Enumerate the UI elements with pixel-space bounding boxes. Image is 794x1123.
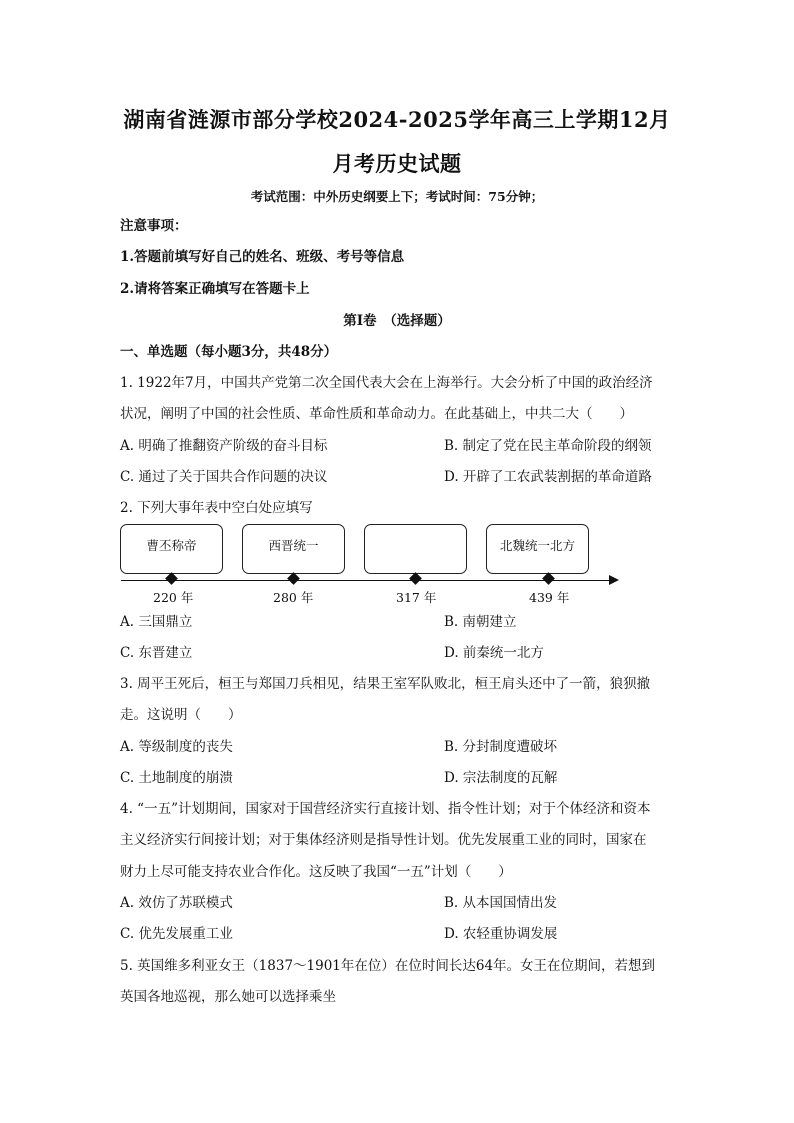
q5-stem-line1: 5. 英国维多利亚女王（1837～1901年在位）在位时间长达64年。女王在位期间，若想到 [120, 958, 656, 974]
q3-stem-line2: 走。这说明（ ） [120, 707, 242, 723]
q3-option-d: D. 宗法制度的瓦解 [444, 770, 558, 786]
timeline-marker-4 [542, 572, 555, 585]
timeline-box-1 [120, 524, 223, 574]
q1-option-a: A. 明确了推翻资产阶级的奋斗目标 [120, 438, 328, 454]
q2-option-d: D. 前秦统一北方 [444, 645, 544, 661]
q3-option-b: B. 分封制度遭破坏 [444, 739, 558, 755]
q4-option-a: A. 效仿了苏联模式 [120, 895, 233, 911]
exam-meta: 考试范围：中外历史纲要上下；考试时间：75分钟； [250, 189, 544, 204]
q4-stem-line2: 主义经济实行间接计划；对于集体经济则是指导性计划。优先发展重工业的同时，国家在 [120, 832, 647, 848]
q3-option-c: C. 土地制度的崩溃 [120, 770, 233, 786]
exam-title-line1: 湖南省涟源市部分学校2024-2025学年高三上学期12月 [123, 107, 671, 132]
q2-option-a: A. 三国鼎立 [120, 614, 193, 630]
timeline-marker-1 [165, 572, 178, 585]
q5-stem-line2: 英国各地巡视，那么她可以选择乘坐 [120, 989, 336, 1005]
timeline-year-1: 220 年 [153, 590, 194, 605]
timeline-marker-3 [409, 572, 422, 585]
notes-item-1: 1.答题前填写好自己的姓名、班级、考号等信息 [120, 249, 405, 265]
timeline-year-3: 317 年 [396, 590, 437, 605]
timeline-event-1: 曹丕称帝 [146, 538, 197, 553]
q2-option-c: C. 东晋建立 [120, 645, 193, 661]
timeline-axis [121, 580, 611, 581]
timeline-box-2 [242, 524, 345, 574]
q1-stem-line2: 状况，阐明了中国的社会性质、革命性质和革命动力。在此基础上，中共二大（ ） [120, 406, 633, 422]
timeline-arrow-icon [609, 575, 619, 585]
q1-option-d: D. 开辟了工农武装割据的革命道路 [444, 469, 652, 485]
q4-option-d: D. 农轻重协调发展 [444, 926, 558, 942]
exam-title-line2: 月考历史试题 [332, 151, 462, 176]
timeline-box-4 [486, 524, 589, 574]
q1-option-b: B. 制定了党在民主革命阶段的纲领 [444, 438, 652, 454]
q4-option-c: C. 优先发展重工业 [120, 926, 233, 942]
q4-stem-line3: 财力上尽可能支持农业合作化。这反映了我国“一五”计划（ ） [120, 864, 512, 880]
q1-stem-line1: 1. 1922年7月，中国共产党第二次全国代表大会在上海举行。大会分析了中国的政治经济 [120, 375, 653, 391]
notes-item-2: 2.请将答案正确填写在答题卡上 [120, 281, 310, 297]
timeline-year-2: 280 年 [273, 590, 314, 605]
q4-stem-line1: 4. “一五”计划期间，国家对于国营经济实行直接计划、指令性计划；对于个体经济和资本 [120, 801, 651, 817]
timeline-box-blank [364, 524, 467, 574]
timeline-year-4: 439 年 [529, 590, 570, 605]
q3-option-a: A. 等级制度的丧失 [120, 739, 233, 755]
q2-stem: 2. 下列大事年表中空白处应填写 [120, 500, 313, 516]
q2-option-b: B. 南朝建立 [444, 614, 517, 630]
q3-stem-line1: 3. 周平王死后，桓王与郑国刀兵相见，结果王室军队败北，桓王肩头还中了一箭，狼狈撤 [120, 676, 651, 692]
timeline-event-4: 北魏统一北方 [499, 538, 575, 553]
section-title: 第Ⅰ卷 （选择题） [343, 313, 451, 329]
timeline-marker-2 [287, 572, 300, 585]
part-title: 一、单选题（每小题3分，共48分） [120, 344, 338, 360]
timeline-event-2: 西晋统一 [268, 538, 319, 553]
notes-heading: 注意事项： [120, 218, 188, 234]
q4-option-b: B. 从本国国情出发 [444, 895, 558, 911]
q1-option-c: C. 通过了关于国共合作问题的决议 [120, 469, 328, 485]
